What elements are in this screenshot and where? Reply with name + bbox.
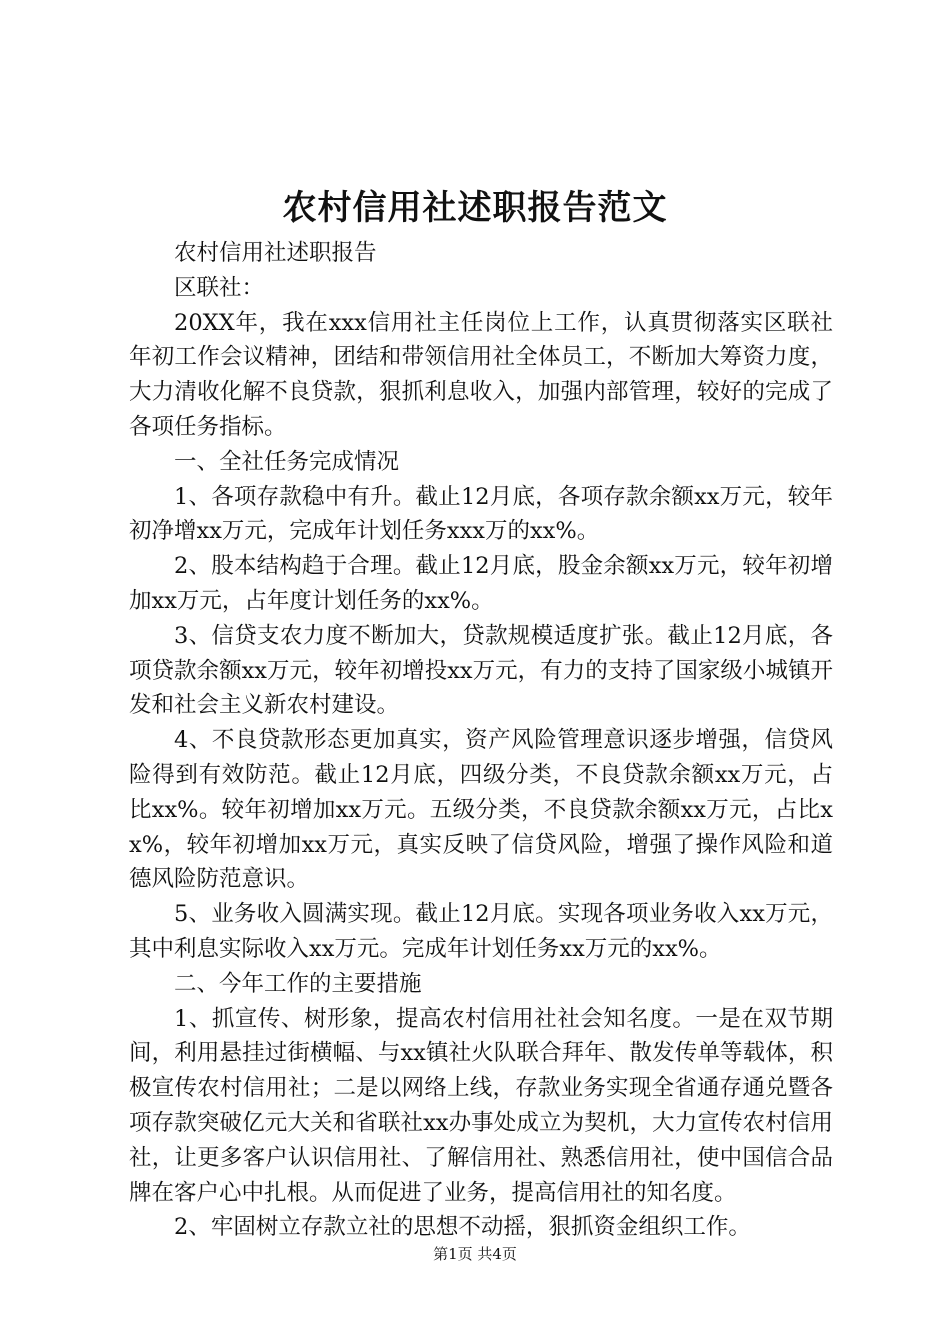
intro-paragraph: 20XX年，我在xxx信用社主任岗位上工作，认真贯彻落实区联社年初工作会议精神，团结和带领信用社全体员工，不断加大筹资力度，大力清收化解不良贷款，狠抓利息收入，加强内部管理，较好的完成了各项任务指标。	[129, 309, 833, 440]
paragraph-bad-loans: 4、不良贷款形态更加真实，资产风险管理意识逐步增强，信贷风险得到有效防范。截止12月底，四级分类，不良贷款余额xx万元，占比xx%。较年初增加xx万元。五级分类，不良贷款余额xx万元，占比xx%，较年初增加xx万元，真实反映了信贷风险，增强了操作风险和道德风险防范意识。	[129, 727, 833, 893]
document-title: 农村信用社述职报告范文	[282, 188, 668, 228]
paragraph-credit: 3、信贷支农力度不断加大，贷款规模适度扩张。截止12月底，各项贷款余额xx万元，较年初增投xx万元，有力的支持了国家级小城镇开发和社会主义新农村建设。	[129, 622, 833, 719]
paragraph-deposits: 1、各项存款稳中有升。截止12月底，各项存款余额xx万元，较年初净增xx万元，完成年计划任务xxx万的xx%。	[129, 483, 833, 545]
salutation: 区联社：	[174, 274, 265, 301]
paragraph-deposit-strategy: 2、牢固树立存款立社的思想不动摇，狠抓资金组织工作。	[174, 1214, 751, 1241]
page-number-footer: 第1页 共4页	[433, 1245, 517, 1263]
document-body	[129, 236, 833, 1245]
section-heading-2: 二、今年工作的主要措施	[174, 970, 422, 997]
paragraph-share-capital: 2、股本结构趋于合理。截止12月底，股金余额xx万元，较年初增加xx万元，占年度计划任务的xx%。	[129, 553, 833, 614]
paragraph-publicity: 1、抓宣传、树形象，提高农村信用社社会知名度。一是在双节期间，利用悬挂过街横幅、与xx镇社火队联合拜年、散发传单等载体，积极宣传农村信用社；二是以网络上线，存款业务实现全省通存通兑暨各项存款突破亿元大关和省联社xx办事处成立为契机，大力宣传农村信用社，让更多客户认识信用社、了解信用社、熟悉信用社，使中国信合品牌在客户心中扎根。从而促进了业务，提高信用社的知名度。	[129, 1005, 833, 1206]
section-heading-1: 一、全社任务完成情况	[174, 448, 400, 475]
paragraph-income: 5、业务收入圆满实现。截止12月底。实现各项业务收入xx万元，其中利息实际收入xx万元。完成年计划任务xx万元的xx%。	[129, 901, 833, 962]
report-subtitle: 农村信用社述职报告	[174, 240, 377, 266]
